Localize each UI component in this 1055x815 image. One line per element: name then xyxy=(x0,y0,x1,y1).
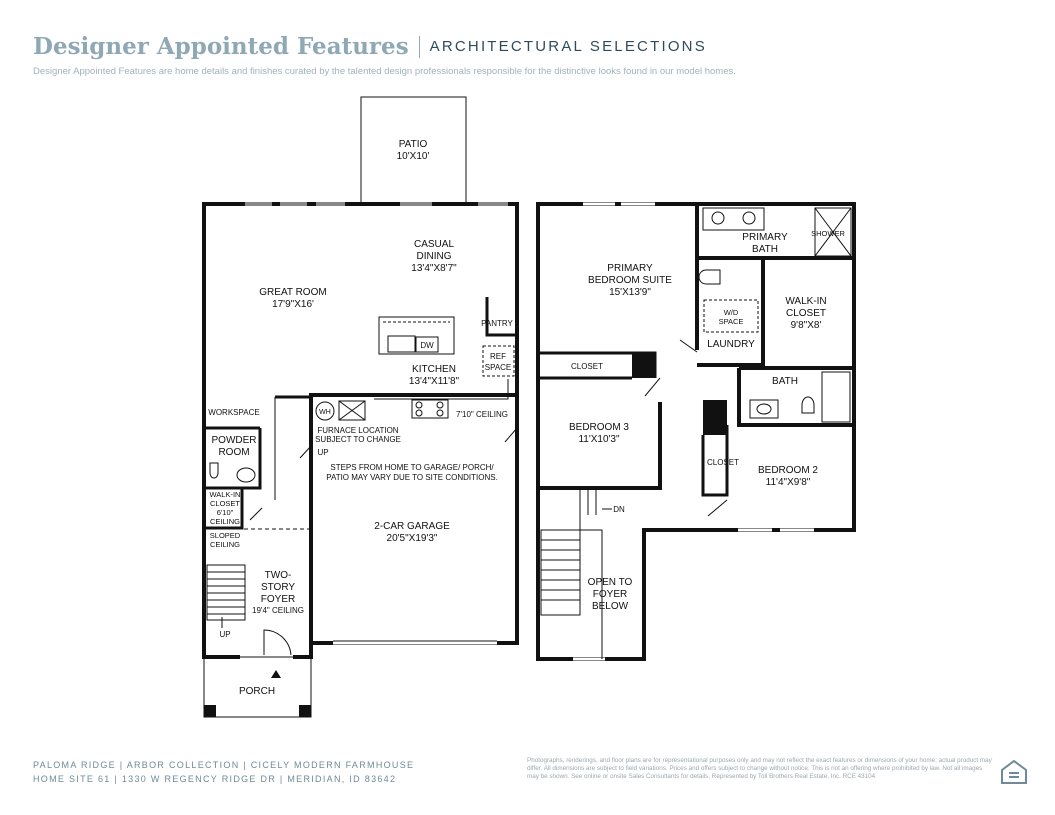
garage-up-label: UP xyxy=(317,448,329,457)
toilet-icon xyxy=(210,463,218,478)
porch-post xyxy=(204,705,216,717)
walk-in-closet-label-2: CLOSET xyxy=(209,499,241,508)
patio-dim: 10'X10' xyxy=(396,151,430,162)
foyer-ceiling-label: 19'4" CEILING xyxy=(252,606,304,615)
furnace-note-2: SUBJECT TO CHANGE xyxy=(315,435,401,444)
page-subtitle: ARCHITECTURAL SELECTIONS xyxy=(429,38,707,55)
sloped-ceiling-label-2: CEILING xyxy=(209,540,241,549)
walk-in-closet-2-dim: 9'8"X8' xyxy=(790,320,822,331)
bedroom3-wall xyxy=(538,402,660,488)
sloped-ceiling-label: SLOPED xyxy=(209,531,241,540)
wall-column xyxy=(632,353,656,378)
casual-dining-dim: 13'4"X8'7" xyxy=(411,263,457,274)
primary-suite-dim: 15'X13'9" xyxy=(609,287,651,298)
garage-dim: 20'5"X19'3" xyxy=(386,533,438,544)
workspace-label: WORKSPACE xyxy=(208,408,260,417)
great-room-label: GREAT ROOM xyxy=(259,287,327,298)
stairs-down-label: DN xyxy=(613,505,625,514)
primary-bath-label-2: BATH xyxy=(752,244,778,255)
ref-space-label: REF xyxy=(490,352,506,361)
foyer-label-2: STORY xyxy=(260,582,296,593)
wd-space-label: W/D xyxy=(723,308,739,317)
furnace-note: FURNACE LOCATION xyxy=(317,426,399,435)
first-floor-plan xyxy=(204,97,517,717)
casual-dining-label: CASUAL xyxy=(413,239,455,250)
wd-space-label-2: SPACE xyxy=(718,317,744,326)
laundry-label: LAUNDRY xyxy=(707,339,755,350)
equal-housing-icon xyxy=(1000,759,1028,785)
powder-room-label: POWDER xyxy=(211,435,257,446)
walk-in-closet-label-3: 6'10" xyxy=(216,508,234,517)
walk-in-closet-label: WALK-IN xyxy=(209,490,241,499)
shower-label: SHOWER xyxy=(811,229,845,238)
pantry-label: PANTRY xyxy=(481,319,513,328)
dishwasher-label: DW xyxy=(420,341,434,350)
powder-room-label-2: ROOM xyxy=(218,447,250,458)
foyer-label-3: FOYER xyxy=(260,594,296,605)
casual-dining-label-2: DINING xyxy=(416,251,452,262)
walk-in-closet-2-label: WALK-IN xyxy=(785,296,827,307)
walk-in-closet-2-label-2: CLOSET xyxy=(785,308,827,319)
porch-post xyxy=(299,705,311,717)
open-foyer-label: OPEN TO xyxy=(587,577,633,588)
walk-in-closet-label-4: CEILING xyxy=(209,517,241,526)
primary-bath-label: PRIMARY xyxy=(742,232,788,243)
footer-community: PALOMA RIDGE | ARBOR COLLECTION | CICELY MODERN FARMHOUSE xyxy=(33,760,415,770)
great-room-dim: 17'9"X16' xyxy=(272,299,314,310)
bedroom3-dim: 11'X10'3" xyxy=(578,434,620,445)
water-heater-label: WH xyxy=(319,409,331,416)
open-foyer-label-3: BELOW xyxy=(591,601,629,612)
wall-column xyxy=(703,400,727,435)
primary-suite-label: PRIMARY xyxy=(607,263,653,274)
entry-arrow-icon xyxy=(271,670,281,678)
kitchen-label: KITCHEN xyxy=(412,364,456,375)
powder-sink-icon xyxy=(237,468,255,482)
bedroom3-label: BEDROOM 3 xyxy=(568,422,630,433)
kitchen-dim: 13'4"X11'8" xyxy=(408,376,460,387)
steps-note: STEPS FROM HOME TO GARAGE/ PORCH/ xyxy=(330,463,494,472)
primary-suite-label-2: BEDROOM SUITE xyxy=(588,275,672,286)
open-foyer-label-2: FOYER xyxy=(592,589,628,600)
steps-note-2: PATIO MAY VARY DUE TO SITE CONDITIONS. xyxy=(326,473,498,482)
first-floor-stairs xyxy=(207,565,245,628)
page-description: Designer Appointed Features are home details and finishes curated by the talented design professionals responsible for the distinctive looks found in our model homes. xyxy=(33,66,736,77)
bath-sink xyxy=(750,400,778,418)
toilet-icon xyxy=(699,270,720,284)
patio-label: PATIO xyxy=(398,139,428,150)
second-floor-stairs xyxy=(541,490,612,659)
footer-address: HOME SITE 61 | 1330 W REGENCY RIDGE DR | MERIDIAN, ID 83642 xyxy=(33,774,397,784)
footer-disclaimer: Photographs, renderings, and floor plans are for representational purposes only and may not reflect the exact features or dimensions of your home; actual product may differ. All dimensions are subject to field variations. Prices and offers subject to change without notice. This is not an offering where prohibited by law. Not all images may be shown. See online or onsite Sales Consultants for details. Represented by Toll Brothers Real Estate, Inc. RCE 43104 xyxy=(527,757,992,780)
tub-icon xyxy=(822,372,850,422)
porch-label: PORCH xyxy=(238,686,276,697)
foyer-label: TWO- xyxy=(264,570,292,581)
garage-label: 2-CAR GARAGE xyxy=(374,521,450,532)
page-title: Designer Appointed Features xyxy=(33,33,409,60)
bath-label: BATH xyxy=(772,376,798,387)
bedroom2-dim: 11'4"X9'8" xyxy=(765,477,811,488)
front-door xyxy=(264,630,291,657)
bedroom2-label: BEDROOM 2 xyxy=(757,465,819,476)
patio-outline xyxy=(361,97,466,203)
closet-2-label: CLOSET xyxy=(706,458,740,467)
pantry-wall xyxy=(487,297,517,335)
closet-label: CLOSET xyxy=(570,362,604,371)
sink-icon xyxy=(388,336,415,352)
stairs-up-label: UP xyxy=(219,630,231,639)
ref-space-label-2: SPACE xyxy=(484,363,512,372)
ceiling-height-label: 7'10" CEILING xyxy=(456,410,508,419)
